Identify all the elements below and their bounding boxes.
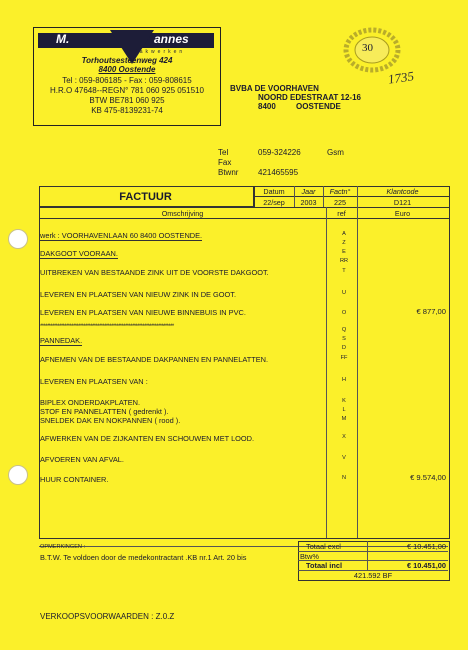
ref-code: V <box>342 455 346 461</box>
ref-code: U <box>341 290 347 296</box>
invoice-title: FACTUUR <box>119 191 172 203</box>
datum-value: 22/sep <box>263 198 285 207</box>
ref-code: L <box>342 407 346 413</box>
logo-name: annes <box>154 32 189 46</box>
ref-code: E <box>342 249 346 255</box>
ref-code: RR <box>339 258 349 264</box>
line-item: AFVOEREN VAN AFVAL. <box>40 455 124 464</box>
handwritten-number: 1735 <box>387 68 415 87</box>
btw-label: Btw% <box>300 552 319 561</box>
omschrijving-label: Omschrijving <box>161 209 204 218</box>
line-amount: € 9.574,00 <box>410 473 446 482</box>
total-excl-value: € 10.451,00 <box>406 542 446 551</box>
stamp-number: 30 <box>362 42 373 54</box>
btwnr-label: Btwnr <box>218 168 239 177</box>
ref-code: H <box>341 377 347 383</box>
line-item: SNELDEK DAK EN NOKPANNEN ( rood ). <box>40 416 181 425</box>
total-excl-label: Totaal excl <box>306 542 341 551</box>
line-item: STOF EN PANNELATTEN ( gedrenkt ). <box>40 407 169 416</box>
line-item: PANNEDAK. <box>40 336 83 345</box>
ref-code: M <box>341 416 347 422</box>
vendor-kb: KB 475-8139231-74 <box>91 106 163 115</box>
ref-code: X <box>342 434 346 440</box>
total-incl-value: € 10.451,00 <box>406 561 446 570</box>
line-item: DAKGOOT VOORAAN. <box>40 249 118 258</box>
remark-text: B.T.W. Te voldoen door de medekontractant .KB nr.1 Art. 20 bis <box>40 553 247 562</box>
vendor-hro: H.R.O 47648--REGN° 781 060 925 051510 <box>50 86 204 95</box>
line-item: werk : VOORHAVENLAAN 60 8400 OOSTENDE. <box>40 231 203 240</box>
ref-code: N <box>341 475 347 481</box>
euro-label: Euro <box>394 209 411 218</box>
jaar-value: 2003 <box>300 198 317 207</box>
klantcode-label: Klantcode <box>386 187 419 196</box>
customer-postcode: 8400 <box>258 102 276 111</box>
ref-code: D <box>341 345 347 351</box>
vendor-btw: BTW BE781 060 925 <box>89 96 165 105</box>
total-incl-label: Totaal incl <box>306 561 342 570</box>
customer-street: NOORD EDESTRAAT 12-16 <box>258 93 361 102</box>
logo-initial: M. <box>56 32 70 46</box>
factnr-label: Factn° <box>329 187 351 196</box>
ref-code: T <box>342 268 346 274</box>
separator-line: ***************************************************************************** <box>40 324 174 330</box>
total-bf-value: 421.592 BF <box>353 571 393 580</box>
vendor-city: 8400 Oostende <box>98 65 156 74</box>
line-item: UITBREKEN VAN BESTAANDE ZINK UIT DE VOORSTE DAKGOOT. <box>40 268 269 277</box>
remarks-label: OPMERKINGEN : <box>40 544 86 550</box>
vendor-street: Torhoutsesteenweg 424 <box>81 56 173 65</box>
line-item: AFNEMEN VAN DE BESTAANDE DAKPANNEN EN PANNELATTEN. <box>40 355 269 364</box>
line-item: LEVEREN EN PLAATSEN VAN : <box>40 377 148 386</box>
line-amount: € 877,00 <box>416 307 446 316</box>
ref-code: S <box>342 336 346 342</box>
line-item: HUUR CONTAINER. <box>40 475 109 484</box>
vendor-box <box>33 27 221 126</box>
btwnr-value: 421465595 <box>258 168 299 177</box>
datum-label: Datum <box>263 187 285 196</box>
vendor-tel-fax: Tel : 059-806185 - Fax : 059-808615 <box>62 76 192 85</box>
fax-label: Fax <box>218 158 232 167</box>
jaar-label: Jaar <box>301 187 316 196</box>
ref-code: K <box>342 398 346 404</box>
ref-code: Z <box>342 240 346 246</box>
logo-subtitle: dakwerken <box>134 49 186 55</box>
ref-code: FF <box>340 355 348 361</box>
punch-hole <box>8 229 28 249</box>
tel-label: Tel <box>218 148 229 157</box>
line-item: LEVEREN EN PLAATSEN VAN NIEUWE BINNEBUIS IN PVC. <box>40 308 246 317</box>
customer-name: BVBA DE VOORHAVEN <box>230 84 319 93</box>
ref-label: ref <box>337 209 346 218</box>
line-item: AFWERKEN VAN DE ZIJKANTEN EN SCHOUWEN MET LOOD. <box>40 434 255 443</box>
ref-code: O <box>341 310 347 316</box>
factnr-value: 225 <box>334 198 346 207</box>
ref-code: A <box>342 231 346 237</box>
ref-code: Q <box>341 327 347 333</box>
gsm-label: Gsm <box>327 148 344 157</box>
punch-hole <box>8 465 28 485</box>
customer-city: OOSTENDE <box>296 102 341 111</box>
klantcode-value: D121 <box>393 198 412 207</box>
line-item: LEVEREN EN PLAATSEN VAN NIEUW ZINK IN DE GOOT. <box>40 290 237 299</box>
line-item: BIPLEX ONDERDAKPLATEN. <box>40 398 141 407</box>
tel-value: 059-324226 <box>258 148 301 157</box>
sales-conditions: VERKOOPSVOORWAARDEN : Z.0.Z <box>40 612 175 621</box>
